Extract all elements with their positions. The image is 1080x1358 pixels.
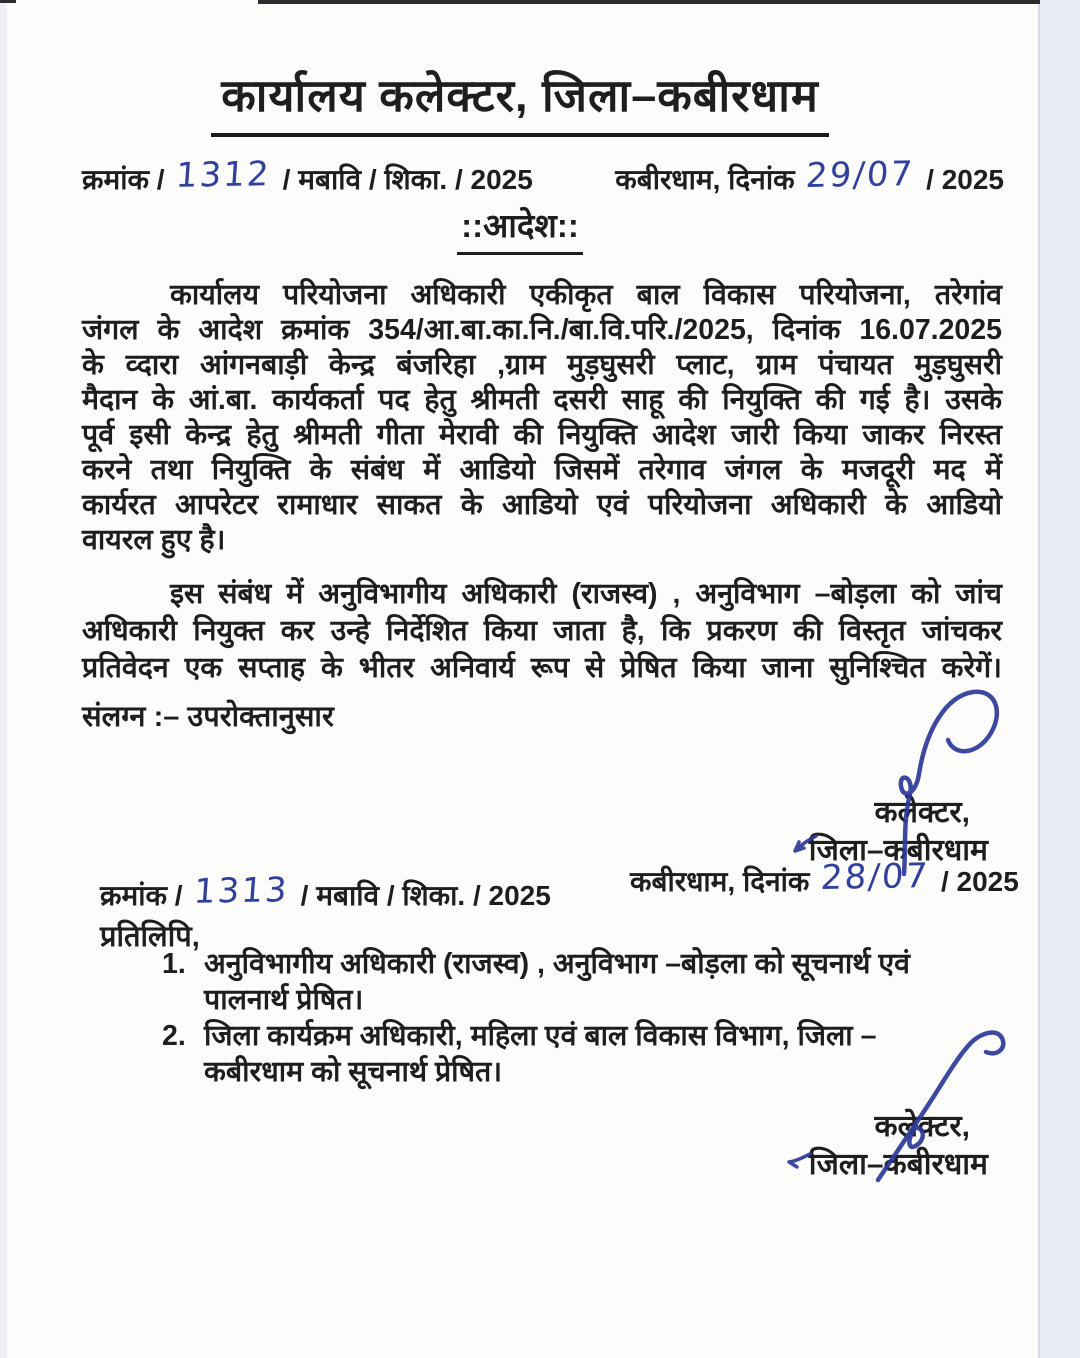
place-date — [615, 154, 1004, 198]
body-line: अधिकारी नियुक्त कर उन्हे निर्देशित किया जाता है, कि प्रकरण की विस्तृत जांचकर — [82, 615, 1002, 647]
signatory-title: कलेक्टर, — [874, 1110, 970, 1143]
copy-item-line: पालनार्थ प्रेषित। — [204, 984, 364, 1016]
scan-artifact-top-corner — [0, 0, 16, 3]
signature-block-2 — [809, 1108, 988, 1184]
handwritten-reference-number: 1312 — [174, 154, 273, 196]
body-line: करने तथा नियुक्ति के संबंध में आडियो जिसमें तरेगाव जंगल के मजदूरी मद में — [82, 454, 1002, 486]
page-right-margin — [1038, 0, 1080, 1358]
copy-item-text — [204, 946, 910, 1018]
signatory-district: जिला–कबीरधाम — [808, 834, 988, 867]
order-heading-text: ::आदेश:: — [457, 202, 583, 255]
body-paragraph-1 — [82, 278, 1002, 558]
copy-label: प्रतिलिपि, — [100, 921, 200, 953]
date-year: / 2025 — [940, 866, 1019, 897]
signatory-title: कलेक्टर, — [874, 796, 970, 829]
body-line: मैदान के आं.बा. कार्यकर्ता पद हेतु श्रीमती दसरी साहू की नियुक्ति की गई है। उसके — [82, 384, 1002, 416]
copy-list — [162, 946, 962, 1090]
handwritten-reference-number: 1313 — [192, 870, 291, 912]
signatory-district: जिला–कबीरधाम — [808, 1148, 988, 1181]
reference-suffix: / मबावि / शिका. / 2025 — [282, 164, 533, 195]
body-line: जंगल के आदेश क्रमांक 354/आ.बा.का.नि./बा.वि.परि./2025, दिनांक 16.07.2025 — [82, 314, 1002, 346]
copy-item-2 — [162, 1018, 962, 1090]
copy-item-line: कबीरधाम को सूचनार्थ प्रेषित। — [204, 1056, 503, 1088]
copy-item-number: 1. — [162, 948, 186, 980]
enclosure-line: संलग्न :– उपरोक्तानुसार — [82, 701, 334, 733]
body-line: इस संबंध में अनुविभागीय अधिकारी (राजस्व) , अनुविभाग –बोड़ला को जांच — [170, 578, 1002, 610]
body-line: प्रतिवेदन एक सप्ताह के भीतर अनिवार्य रूप से प्रेषित किया जाना सुनिश्चित करेगें। — [82, 652, 1002, 684]
copy-item-line: अनुविभागीय अधिकारी (राजस्व) , अनुविभाग –बोड़ला को सूचनार्थ एवं — [204, 948, 910, 980]
reference-number — [82, 154, 533, 198]
body-line: कार्यालय परियोजना अधिकारी एकीकृत बाल विकास परियोजना, तरेगांव — [170, 279, 1002, 311]
handwritten-date: 29/07 — [804, 154, 916, 196]
body-line: वायरल हुए है। — [82, 524, 226, 556]
body-line: पूर्व इसी केन्द्र हेतु श्रीमती गीता मेरावी की नियुक्ति आदेश जारी किया जाकर निरस्त — [82, 419, 1002, 451]
body-paragraph-2 — [82, 576, 1002, 687]
handwritten-date: 28/07 — [819, 856, 931, 898]
order-heading — [0, 202, 1040, 255]
signature-block-1 — [809, 794, 988, 870]
place-date-prefix: कबीरधाम, दिनांक — [615, 164, 795, 195]
body-line: कार्यरत आपरेटर रामाधार साकत के आडियो एवं परियोजना अधिकारी के आडियो — [82, 489, 1002, 521]
date-year: / 2025 — [926, 164, 1004, 195]
reference-label: क्रमांक / — [82, 164, 165, 195]
reference-suffix: / मबावि / शिका. / 2025 — [300, 880, 551, 911]
page-title — [0, 64, 1040, 137]
copy-item-line: जिला कार्यक्रम अधिकारी, महिला एवं बाल विकास विभाग, जिला – — [204, 1020, 877, 1052]
office-title-text: कार्यालय कलेक्टर, जिला–कबीरधाम — [211, 64, 829, 137]
scan-artifact-top-line — [258, 0, 1040, 4]
copy-item-1 — [162, 946, 962, 1018]
copy-item-number: 2. — [162, 1020, 186, 1052]
reference-label: क्रमांक / — [100, 880, 183, 911]
copy-item-text — [204, 1018, 876, 1090]
footer-reference-number — [100, 870, 551, 914]
body-line: के व्दारा आंगनबाड़ी केन्द्र बंजरिहा ,ग्राम मुड़घुसरी प्लाट, ग्राम पंचायत मुड़घुसरी — [82, 349, 1002, 381]
place-date-prefix: कबीरधाम, दिनांक — [630, 866, 810, 897]
reference-date-row — [82, 154, 1004, 198]
